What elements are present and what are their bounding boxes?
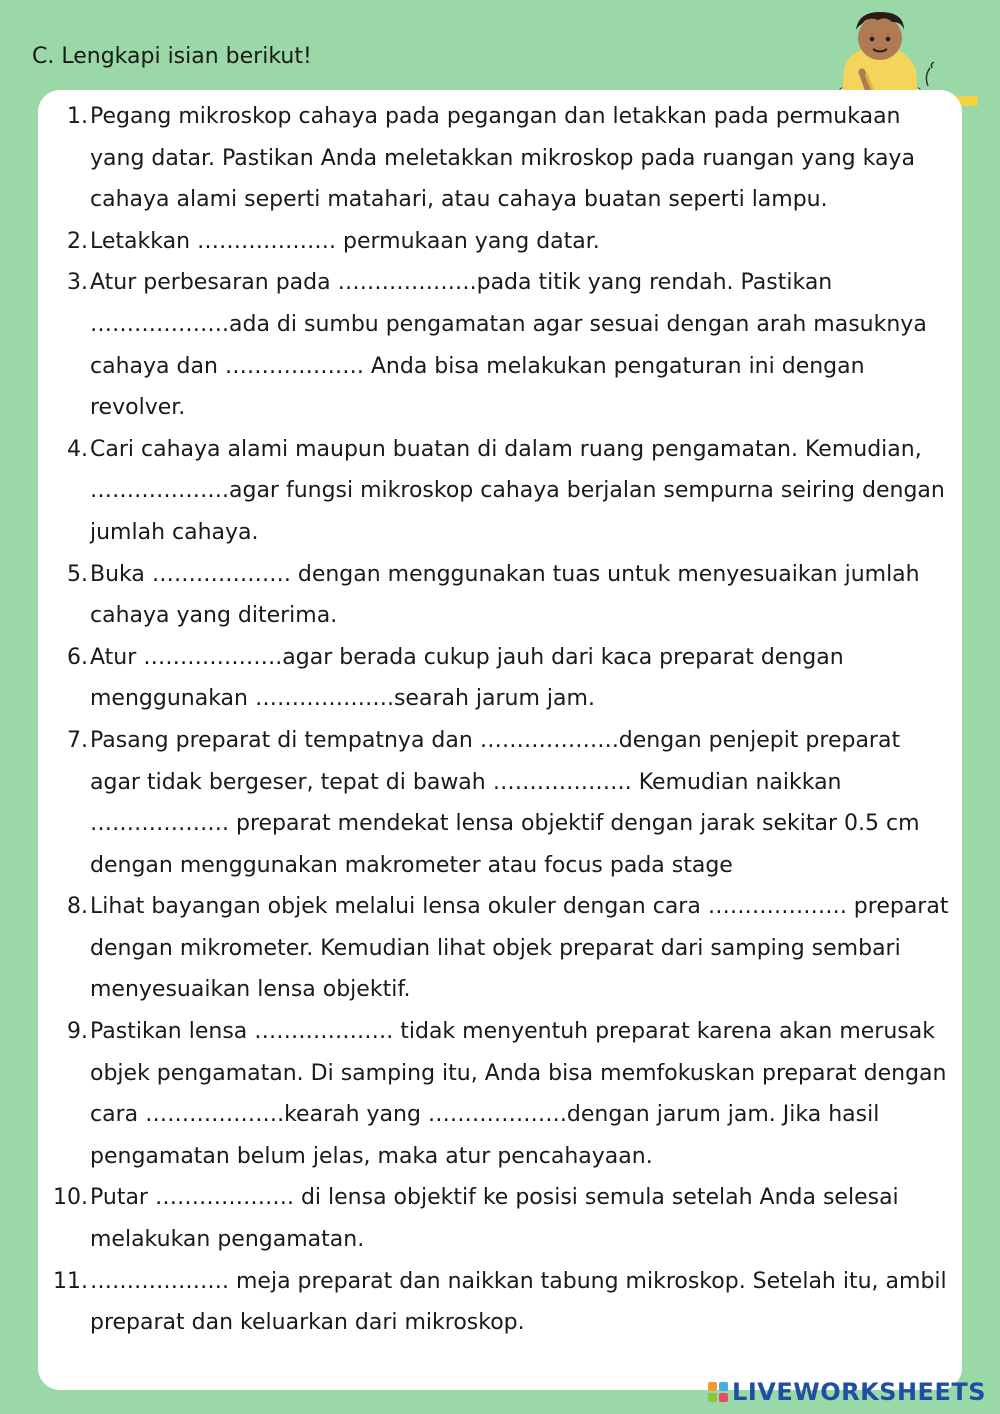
item-number: 6. — [67, 644, 88, 670]
list-item — [50, 1011, 950, 1177]
item-text: ………………. meja preparat dan naikkan tabung mikroskop. Setelah itu, ambil preparat dan keluarkan dari mikroskop. — [90, 1268, 947, 1336]
item-text: Atur ……………….agar berada cukup jauh dari kaca preparat dengan menggunakan ……………….searah jarum jam. — [90, 644, 844, 712]
item-number: 8. — [67, 894, 88, 920]
item-text: Pegang mikroskop cahaya pada pegangan dan letakkan pada permukaan yang datar. Pastikan Anda meletakkan mikroskop pada ruangan yang kaya cahaya alami seperti matahari, atau cahaya buatan seperti lampu. — [90, 104, 915, 213]
item-number: 2. — [67, 228, 88, 254]
item-number: 4. — [67, 436, 88, 462]
section-heading: C. Lengkapi isian berikut! — [32, 44, 312, 69]
list-item — [50, 720, 950, 886]
list-item — [50, 429, 950, 554]
list-item — [50, 1261, 950, 1344]
list-item — [50, 886, 950, 1011]
item-text: Pastikan lensa ………………. tidak menyentuh preparat karena akan merusak objek pengamatan. Di samping itu, Anda bisa memfokuskan preparat dengan cara ……………….kearah yang ……………….dengan jarum jam. Jika hasil pengamatan belum jelas, maka atur pencahayaan. — [90, 1019, 947, 1169]
item-text: Cari cahaya alami maupun buatan di dalam ruang pengamatan. Kemudian, ……………….agar fungsi mikroskop cahaya berjalan sempurna seiring dengan jumlah cahaya. — [90, 436, 945, 545]
item-text: Buka ………………. dengan menggunakan tuas untuk menyesuaikan jumlah cahaya yang diterima. — [90, 561, 920, 629]
item-number: 10. — [53, 1185, 88, 1211]
item-number: 3. — [67, 270, 88, 296]
item-number: 11. — [53, 1268, 88, 1294]
item-number: 9. — [67, 1019, 88, 1045]
item-text: Pasang preparat di tempatnya dan ……………….dengan penjepit preparat agar tidak bergeser, tepat di bawah ………………. Kemudian naikkan ………………. preparat mendekat lensa objektif dengan jarak sekitar 0.5 cm dengan menggunakan makrometer atau focus pada stage — [90, 727, 920, 878]
liveworksheets-logo — [708, 1378, 986, 1406]
list-item — [50, 221, 950, 263]
list-item — [50, 262, 950, 428]
logo-text: LIVEWORKSHEETS — [732, 1378, 986, 1406]
item-number: 1. — [67, 104, 88, 129]
list-item — [50, 554, 950, 637]
item-text: Lihat bayangan objek melalui lensa okuler dengan cara ………………. preparat dengan mikrometer. Kemudian lihat objek preparat dari samping sembari menyesuaikan lensa objektif. — [90, 894, 949, 1003]
item-number: 5. — [67, 561, 88, 587]
item-text: Letakkan ………………. permukaan yang datar. — [90, 228, 600, 254]
logo-grid-icon — [708, 1382, 728, 1402]
item-text: Putar ………………. di lensa objektif ke posisi semula setelah Anda selesai melakukan pengamatan. — [90, 1185, 899, 1253]
item-number: 7. — [67, 727, 88, 753]
list-item — [50, 1177, 950, 1260]
list-item — [50, 96, 950, 221]
instruction-list — [50, 96, 950, 1344]
list-item — [50, 637, 950, 720]
item-text: Atur perbesaran pada ……………….pada titik yang rendah. Pastikan ……………….ada di sumbu pengamatan agar sesuai dengan arah masuknya cahaya dan ………………. Anda bisa melakukan pengaturan ini dengan revolver. — [90, 270, 927, 421]
